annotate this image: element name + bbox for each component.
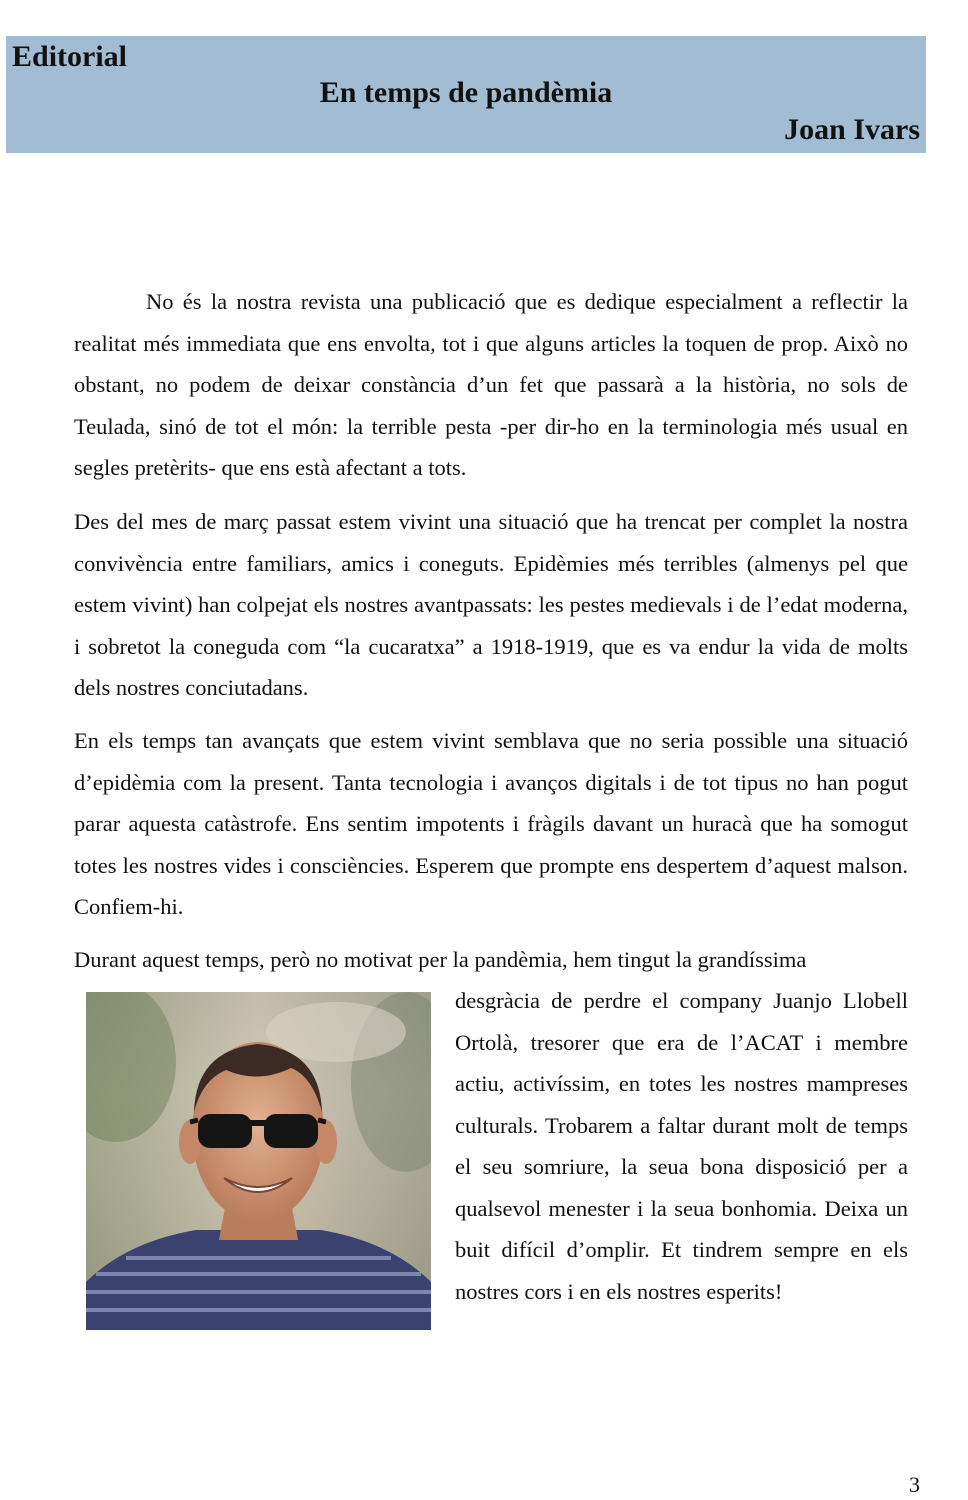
page-number: 3 xyxy=(909,1472,920,1497)
article-title: En temps de pandèmia xyxy=(319,76,613,109)
portrait-photo xyxy=(86,992,431,1330)
paragraph-2: Des del mes de març passat estem vivint una situació que ha trencat per complet la nostra convivència entre familiars, amics i coneguts. Epidèmies més terribles (almenys pel que estem vivint) han colpejat els nostres avantpassats: les pestes medievals i de l’edat moderna, i sobretot la coneguda com “la cucaratxa” a 1918-1919, que es va endur la vida de molts dels nostres conciutadans. xyxy=(74,509,908,700)
paragraph-1: No és la nostra revista una publicació que es dedique especialment a reflectir la realitat més immediata que ens envolta, tot i que alguns articles la toquen de prop. Això no obstant, no podem de deixar constància d’un fet que passarà a la història, no sols de Teulada, sinó de tot el món: la terrible pesta -per dir-ho en la terminologia més usual en segles pretèrits- que ens està afectant a tots. xyxy=(74,289,908,480)
paragraph-4-continued: desgràcia de perdre el company Juanjo Llobell Ortolà, tresorer que era de l’ACAT i membre actiu, activíssim, en totes les nostres mampreses culturals. Trobarem a faltar durant molt de temps el seu somriure, la seua bona disposició per a qualsevol menester i la seua bonhomia. Deixa un buit difícil d’omplir. Et tindrem sempre en els nostres cors i en els nostres esperits! xyxy=(455,988,908,1304)
editorial-header xyxy=(6,36,926,153)
author-name: Joan Ivars xyxy=(784,113,920,146)
paragraph-4-intro: Durant aquest temps, però no motivat per la pandèmia, hem tingut la grandíssima xyxy=(74,947,807,972)
section-label: Editorial xyxy=(12,40,128,73)
paragraph-3: En els temps tan avançats que estem vivint semblava que no seria possible una situació d’epidèmia com la present. Tanta tecnologia i avanços digitals i de tot tipus no han pogut parar aquesta catàstrofe. Ens sentim impotents i fràgils davant un huracà que ha somogut totes les nostres vides i consciències. Esperem que prompte ens despertem d’aquest malson. Confiem-hi. xyxy=(74,728,908,919)
portrait-illustration xyxy=(86,992,431,1330)
